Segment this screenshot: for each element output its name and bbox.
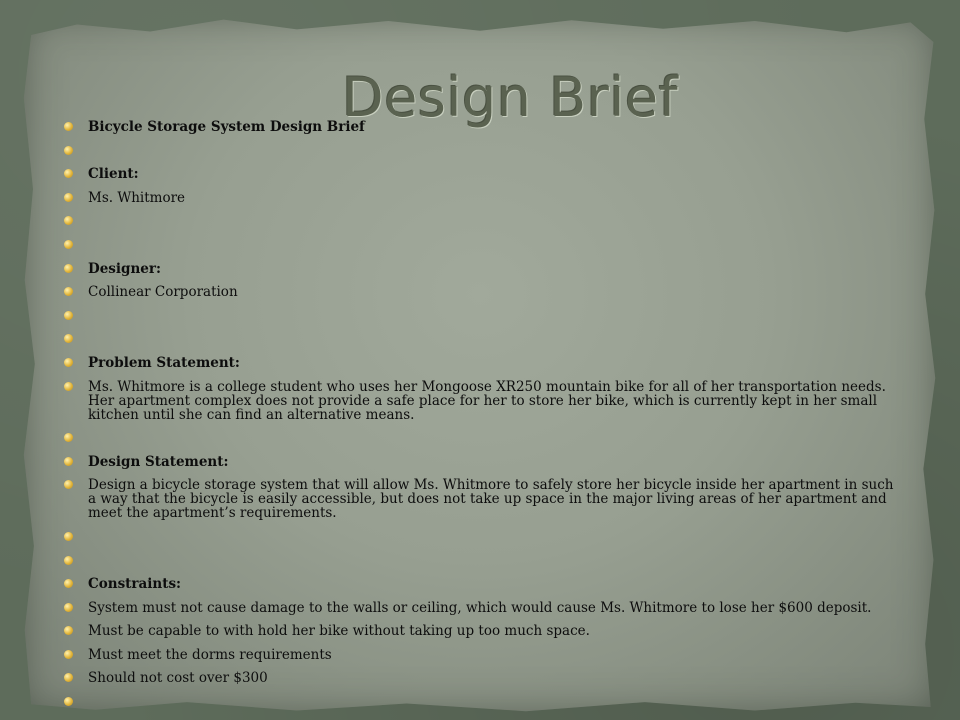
bullet-item xyxy=(64,309,904,323)
bullet-dot-icon xyxy=(64,626,73,635)
bullet-item xyxy=(64,577,904,591)
bullet-text: Client: xyxy=(88,166,139,183)
bullet-dot-icon xyxy=(64,193,73,202)
bullet-item xyxy=(64,167,904,181)
bullet-dot-icon xyxy=(64,697,73,706)
bullet-text: Must meet the dorms requirements xyxy=(88,646,332,663)
bullet-dot-icon xyxy=(64,579,73,588)
bullet-dot-icon xyxy=(64,216,73,225)
bullet-dot-icon xyxy=(64,532,73,541)
bullet-dot-icon xyxy=(64,287,73,296)
bullet-item xyxy=(64,285,904,299)
bullet-item xyxy=(64,554,904,568)
bullet-dot-icon xyxy=(64,673,73,682)
bullet-text: Designer: xyxy=(88,260,161,277)
bullet-dot-icon xyxy=(64,382,73,391)
bullet-text: Design a bicycle storage system that will allow Ms. Whitmore to safely store her bicycle inside her apartment in such a way that the bicycle is easily accessible, but does not take up space in the major living areas of her apartment and meet the apartment’s requirements. xyxy=(88,477,894,522)
bullet-dot-icon xyxy=(64,122,73,131)
bullet-list xyxy=(64,120,904,709)
bullet-dot-icon xyxy=(64,358,73,367)
bullet-text: Bicycle Storage System Design Brief xyxy=(88,119,365,135)
bullet-item xyxy=(64,380,904,422)
bullet-item xyxy=(64,671,904,685)
bullet-dot-icon xyxy=(64,240,73,249)
bullet-text: Ms. Whitmore xyxy=(88,189,186,206)
bullet-item xyxy=(64,601,904,615)
bullet-item xyxy=(64,648,904,662)
slide-title: Design Brief xyxy=(342,66,679,129)
bullet-dot-icon xyxy=(64,650,73,659)
bullet-item xyxy=(64,262,904,276)
bullet-text: Design Statement: xyxy=(88,453,229,470)
bullet-item xyxy=(64,530,904,544)
bullet-dot-icon xyxy=(64,480,73,489)
bullet-dot-icon xyxy=(64,264,73,273)
bullet-item xyxy=(64,191,904,205)
bullet-item xyxy=(64,695,904,709)
bullet-item xyxy=(64,455,904,469)
bullet-item xyxy=(64,478,904,520)
bullet-dot-icon xyxy=(64,146,73,155)
bullet-item xyxy=(64,431,904,445)
bullet-item xyxy=(64,214,904,228)
bullet-dot-icon xyxy=(64,169,73,178)
bullet-dot-icon xyxy=(64,433,73,442)
bullet-text: Collinear Corporation xyxy=(88,284,238,301)
bullet-item xyxy=(64,356,904,370)
bullet-dot-icon xyxy=(64,556,73,565)
bullet-dot-icon xyxy=(64,457,73,466)
bullet-text: Should not cost over $300 xyxy=(88,670,268,687)
bullet-dot-icon xyxy=(64,603,73,612)
bullet-dot-icon xyxy=(64,334,73,343)
bullet-text: Ms. Whitmore is a college student who uses her Mongoose XR250 mountain bike for all of her transportation needs. Her apartment complex does not provide a safe place for her to store her bike, which is currently kept in her small kitchen until she can find an alternative means. xyxy=(88,378,886,423)
bullet-text: System must not cause damage to the walls or ceiling, which would cause Ms. Whitmore to lose her $600 deposit. xyxy=(88,599,872,616)
bullet-item xyxy=(64,144,904,158)
bullet-dot-icon xyxy=(64,311,73,320)
bullet-item xyxy=(64,238,904,252)
bullet-item xyxy=(64,624,904,638)
bullet-item xyxy=(64,332,904,346)
bullet-text: Constraints: xyxy=(88,576,182,593)
bullet-text: Must be capable to with hold her bike without taking up too much space. xyxy=(88,623,590,640)
bullet-item xyxy=(64,120,904,134)
bullet-text: Problem Statement: xyxy=(88,354,240,371)
